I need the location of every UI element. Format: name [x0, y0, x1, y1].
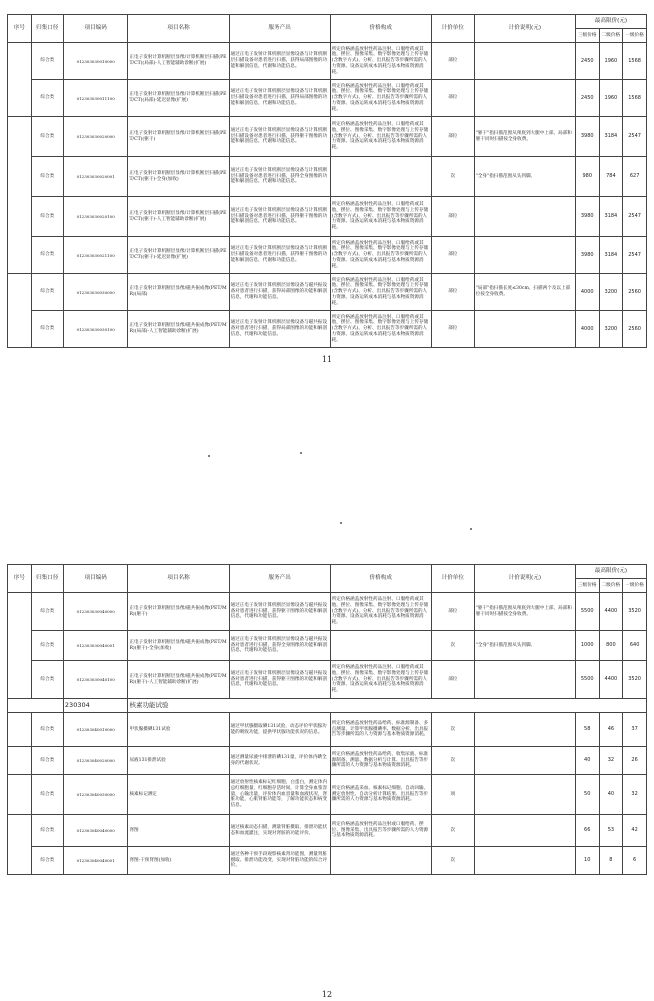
row-pricing: 所定价格涵盖放射性药品注射、口服给药或其他，摆位、图像采集、数字影像处理与上传存储(含数字方式)、分析、出具报告等步骤所需的人力资源、设备运转成本消耗与基本物质资源消耗。: [330, 43, 431, 80]
row-service: 通过正电子发射计算机断层显像设备与计算机断层扫描设备对患者进行扫描，获得局部图像的功能和解剖信息，代谢和功能信息。: [229, 80, 330, 117]
row-category: 综合类: [31, 661, 63, 699]
row-unit: 部位: [431, 237, 474, 274]
header-seq: 序号: [8, 15, 32, 43]
table-row: [8, 117, 647, 157]
row-seq: [8, 815, 32, 875]
row-price-level3: 3980: [575, 117, 599, 157]
row-code: 012303040010000: [63, 713, 128, 747]
table-row: [8, 274, 647, 311]
row-category: 综合类: [31, 80, 63, 117]
page-number: 12: [321, 990, 333, 999]
row-price-level1: 1568: [623, 43, 647, 80]
table-row: [8, 311, 647, 348]
row-pricing: 所定价格涵盖放射性药品注射、口服给药或其他，摆位、图像采集、数字影像处理与上传存储(含数字方式)、分析、出具报告等步骤所需的人力资源、设备运转成本消耗与基本物质资源消耗。: [330, 80, 431, 117]
row-category: 综合类: [31, 631, 63, 661]
row-price-level3: 50: [575, 775, 599, 815]
row-code: 012303030040001: [63, 631, 128, 661]
row-code: 012303030021100: [63, 237, 128, 274]
header-unit: 计价单位: [431, 15, 474, 43]
table-row: [8, 43, 647, 80]
row-service: 通过核素动态扫描，测量肾脏摄取、排泄功能状态和血流灌注，实现对肾脏的功能评价。: [229, 815, 330, 847]
row-price-level1: 2547: [623, 237, 647, 274]
header-level2: 二级价格: [599, 29, 623, 43]
row-note: [474, 775, 575, 815]
row-price-level2: 1960: [599, 43, 623, 80]
header-level1: 一级价格: [623, 579, 647, 593]
row-service: 通过正电子发射计算机断层显像设备与磁共振设备对患者进行扫描，获得局部图像的功能和解剖信息，代谢和功能信息。: [229, 311, 330, 348]
row-price-level2: 3184: [599, 117, 623, 157]
row-name: 正电子发射计算机断层显像/计算机断层扫描(PET/CT)(躯干)-人工智能辅助诊断(扩展): [128, 197, 229, 237]
table-row: [8, 713, 647, 747]
section-blank: [8, 699, 64, 713]
row-price-level3: 1000: [575, 631, 599, 661]
row-price-level3: 2450: [575, 43, 599, 80]
row-service: 通过放射性核素标记红细胞，白蛋白，测定体内总红细胞量，红细胞存活时间，计算全身血浆容量，心输出量，评价体内血容量和血液状况，肾脏功能，心肌肾脏功能等，了解功能状态和病变信息。: [229, 775, 330, 815]
row-unit: 部位: [431, 311, 474, 348]
row-note: [474, 815, 575, 847]
row-pricing: 所定价格涵盖放射性药品注射、口服给药或其他，摆位、图像采集、数字影像处理与上传存储(含数字方式)、分析、出具报告等步骤所需的人力资源、设备运转成本消耗与基本物质资源消耗。: [330, 237, 431, 274]
table-body-page-12: [8, 593, 647, 875]
row-price-level2: 4400: [599, 593, 623, 631]
scan-speck: [208, 455, 210, 457]
row-service: 通过正电子发射计算机断层显像设备与计算机断层扫描设备对患者进行扫描，获得躯干图像的功能和解剖信息，代谢和功能信息。: [229, 237, 330, 274]
row-seq: [8, 43, 32, 117]
row-service: 通过正电子发射计算机断层显像设备与计算机断层扫描设备对患者进行扫描，获得躯干图像的功能和解剖信息，代谢和功能信息。: [229, 117, 330, 157]
table-row: [8, 631, 647, 661]
table-row: [8, 661, 647, 699]
row-price-level1: 42: [623, 815, 647, 847]
row-price-level3: 10: [575, 847, 599, 875]
document-page-11: [0, 0, 654, 370]
row-code: 012303030020000: [63, 117, 128, 157]
row-category: 综合类: [31, 197, 63, 237]
row-category: 综合类: [31, 775, 63, 815]
row-code: 012303030020001: [63, 157, 128, 197]
row-price-level2: 4400: [599, 661, 623, 699]
row-code: 012303040020000: [63, 747, 128, 775]
row-note: [474, 661, 575, 699]
row-price-level2: 8: [599, 847, 623, 875]
page-number: 11: [321, 355, 333, 364]
row-price-level2: 46: [599, 713, 623, 747]
row-price-level3: 58: [575, 713, 599, 747]
row-seq: [8, 775, 32, 815]
row-price-level3: 3980: [575, 237, 599, 274]
row-name: 正电子发射计算机断层显像/磁共振成像(PET/MR)(躯干)-全身(加收): [128, 631, 229, 661]
row-price-level2: 784: [599, 157, 623, 197]
row-unit: 部位: [431, 117, 474, 157]
row-price-level2: 3184: [599, 237, 623, 274]
row-price-level1: 37: [623, 713, 647, 747]
row-pricing: 所定价格涵盖放射性药品给药、标准源制备、多点测量、计算甲状腺摄碘率、数据分析、出具报告等步骤所需的人力资源与基本物质资源消耗。: [330, 713, 431, 747]
header-maxprice: 最高限价(元): [575, 15, 646, 29]
header-pricing: 价格构成: [330, 565, 431, 593]
row-pricing: [330, 847, 431, 875]
price-table-page-12: [7, 564, 647, 875]
row-code: 012303030030100: [63, 311, 128, 348]
row-pricing: [330, 157, 431, 197]
header-category: 归集口径: [31, 15, 63, 43]
row-seq: [8, 117, 32, 274]
row-name: 正电子发射计算机断层显像/磁共振成像(PET/MR)(躯干): [128, 593, 229, 631]
table-row: [8, 747, 647, 775]
row-price-level1: 6: [623, 847, 647, 875]
row-category: 综合类: [31, 311, 63, 348]
row-note: [474, 237, 575, 274]
header-level3: 三级价格: [575, 29, 599, 43]
row-note: [474, 80, 575, 117]
row-note: "躯干"指扫描范围从颅底到大腿中上部，局部和躯干同时扫描按全身收费。: [474, 593, 575, 631]
row-unit: 部位: [431, 43, 474, 80]
row-unit: 次: [431, 815, 474, 847]
row-price-level1: 2547: [623, 197, 647, 237]
header-level1: 一级价格: [623, 29, 647, 43]
header-code: 项目编码: [63, 565, 128, 593]
row-service: 通过正电子发射计算机断层显像设备与磁共振设备对患者进行扫描，获得全身图像的功能和解剖信息，代谢和功能信息。: [229, 631, 330, 661]
scan-speck: [300, 452, 302, 454]
row-unit: 次: [431, 713, 474, 747]
row-name: 正电子发射计算机断层显像/磁共振成像(PET/MR)(躯干)-人工智能辅助诊断(扩展): [128, 661, 229, 699]
row-price-level2: 1960: [599, 80, 623, 117]
header-note: 计价说明(元): [474, 565, 575, 593]
row-category: 综合类: [31, 237, 63, 274]
row-code: 012303030040100: [63, 661, 128, 699]
row-price-level3: 5500: [575, 593, 599, 631]
row-note: [474, 847, 575, 875]
row-pricing: 所定价格涵盖放射性药品注射或口服给药、摆位、图像采集、出具报告等步骤所需的人力资源与基本物质资源消耗。: [330, 815, 431, 847]
row-seq: [8, 747, 32, 775]
row-unit: 次: [431, 847, 474, 875]
document-page-12: [0, 510, 654, 1001]
header-service: 服务产出: [229, 565, 330, 593]
header-service: 服务产出: [229, 15, 330, 43]
row-unit: 部位: [431, 593, 474, 631]
header-unit: 计价单位: [431, 565, 474, 593]
row-price-level2: 3200: [599, 274, 623, 311]
row-name: 正电子发射计算机断层显像/计算机断层扫描(PET/CT)(躯干)-全身(加收): [128, 157, 229, 197]
row-service: 通过测量尿液中排泄的碘131量，评价体内碘全身的代谢状况。: [229, 747, 330, 775]
row-unit: 项: [431, 775, 474, 815]
row-name: 正电子发射计算机断层显像/计算机断层扫描(PET/CT)(局部)-延迟显像(扩展): [128, 80, 229, 117]
table-row: [8, 80, 647, 117]
row-name: 正电子发射计算机断层显像/磁共振成像(PET/MR)(局部)-人工智能辅助诊断(扩展): [128, 311, 229, 348]
header-seq: 序号: [8, 565, 32, 593]
table-body-page-11: [8, 43, 647, 348]
row-code: 012303030030000: [63, 274, 128, 311]
row-pricing: 所定价格涵盖采血、核素标记细胞、自动回输、测定放射性、自动分析计算结果、出具报告等步骤所需的人力资源与基本物质资源消耗。: [330, 775, 431, 815]
header-category: 归集口径: [31, 565, 63, 593]
row-code: 012303030010000: [63, 43, 128, 80]
row-service: 通过各种干预手段观察核素肾功能图，测量肾脏摄取、排泄功能改变，实现对肾脏功能的综合评价。: [229, 847, 330, 875]
row-code: 012303030011100: [63, 80, 128, 117]
section-name: 核素功能试验: [128, 699, 647, 713]
row-category: 综合类: [31, 847, 63, 875]
row-pricing: 所定价格涵盖放射性药品注射、口服给药或其他，摆位、图像采集、数字影像处理与上传存储(含数字方式)、分析、出具报告等步骤所需的人力资源、设备运转成本消耗与基本物质资源消耗。: [330, 311, 431, 348]
row-name: 肾图: [128, 815, 229, 847]
row-name: 甲状腺摄碘131试验: [128, 713, 229, 747]
row-unit: 部位: [431, 197, 474, 237]
row-service: 通过正电子发射计算机断层显像设备与磁共振设备对患者进行扫描，获得躯干图像的功能和解剖信息，代谢和功能信息。: [229, 661, 330, 699]
row-price-level3: 40: [575, 747, 599, 775]
row-note: "躯干"指扫描范围从颅底到大腿中上部，局部和躯干同时扫描按全身收费。: [474, 117, 575, 157]
row-service: 通过正电子发射计算机断层显像设备与计算机断层扫描设备对患者进行扫描，获得全身图像的功能和解剖信息，代谢和功能信息。: [229, 157, 330, 197]
row-code: 012303040040000: [63, 815, 128, 847]
row-pricing: [330, 631, 431, 661]
header-note: 计价说明(元): [474, 15, 575, 43]
header-code: 项目编码: [63, 15, 128, 43]
row-note: "全身"指扫描范围从头到脚。: [474, 631, 575, 661]
row-unit: 部位: [431, 80, 474, 117]
row-note: [474, 747, 575, 775]
row-price-level1: 627: [623, 157, 647, 197]
row-service: 通过正电子发射计算机断层显像设备与计算机断层扫描设备对患者进行扫描，获得局部图像的功能和解剖信息，代谢和功能信息。: [229, 43, 330, 80]
row-service: 通过正电子发射计算机断层显像设备与磁共振设备对患者进行扫描，获得躯干图像的功能和解剖信息，代谢和功能信息。: [229, 593, 330, 631]
row-pricing: 所定价格涵盖放射性药品注射、口服给药或其他，摆位、图像采集、数字影像处理与上传存储(含数字方式)、分析、出具报告等步骤所需的人力资源、设备运转成本消耗与基本物质资源消耗。: [330, 661, 431, 699]
row-pricing: 所定价格涵盖放射性药品注射、口服给药或其他，摆位、图像采集、数字影像处理与上传存储(含数字方式)、分析、出具报告等步骤所需的人力资源、设备运转成本消耗与基本物质资源消耗。: [330, 274, 431, 311]
row-price-level1: 640: [623, 631, 647, 661]
row-price-level3: 3980: [575, 197, 599, 237]
row-category: 综合类: [31, 713, 63, 747]
row-seq: [8, 274, 32, 348]
table-row: [8, 775, 647, 815]
row-price-level2: 40: [599, 775, 623, 815]
row-category: 综合类: [31, 117, 63, 157]
row-name: 正电子发射计算机断层显像/计算机断层扫描(PET/CT)(躯干)-延迟显像(扩展): [128, 237, 229, 274]
row-service: 通过正电子发射计算机断层显像设备与磁共振设备对患者进行扫描，获得局部图像的功能和解剖信息，代谢和功能信息。: [229, 274, 330, 311]
row-unit: 次: [431, 747, 474, 775]
row-name: 正电子发射计算机断层显像/计算机断层扫描(PET/CT)(局部)-人工智能辅助诊断(扩展): [128, 43, 229, 80]
header-level2: 二级价格: [599, 579, 623, 593]
row-code: 012303040040001: [63, 847, 128, 875]
row-category: 综合类: [31, 157, 63, 197]
row-category: 综合类: [31, 43, 63, 80]
row-name: 肾图-干预肾图(加收): [128, 847, 229, 875]
row-unit: 次: [431, 631, 474, 661]
row-code: 012303040030000: [63, 775, 128, 815]
row-name: 正电子发射计算机断层显像/磁共振成像(PET/MR)(局部): [128, 274, 229, 311]
row-code: 012303030040000: [63, 593, 128, 631]
header-name: 项目名称: [128, 565, 229, 593]
header-maxprice: 最高限价(元): [575, 565, 646, 579]
row-note: [474, 713, 575, 747]
row-note: [474, 197, 575, 237]
row-price-level2: 53: [599, 815, 623, 847]
row-unit: 部位: [431, 274, 474, 311]
row-name: 核素标记测定: [128, 775, 229, 815]
row-pricing: 所定价格涵盖放射性药品注射、口服给药或其他，摆位、图像采集、数字影像处理与上传存储(含数字方式)、分析、出具报告等步骤所需的人力资源、设备运转成本消耗与基本物质资源消耗。: [330, 593, 431, 631]
table-row: [8, 157, 647, 197]
row-pricing: 所定价格涵盖放射性药品给药、收集尿液、标准源制备、测量、数据分析与计算、出具报告等步骤所需的人力资源与基本物质资源消耗。: [330, 747, 431, 775]
row-note: "局部"指扫描长度≤30cm，扫描两个及以上部位按全身收费。: [474, 274, 575, 311]
row-price-level1: 1568: [623, 80, 647, 117]
row-price-level2: 3200: [599, 311, 623, 348]
row-category: 综合类: [31, 747, 63, 775]
section-code: 230304: [63, 699, 128, 713]
row-unit: 次: [431, 157, 474, 197]
section-row: [8, 699, 647, 713]
table-row: [8, 237, 647, 274]
row-price-level3: 2450: [575, 80, 599, 117]
row-price-level2: 800: [599, 631, 623, 661]
header-name: 项目名称: [128, 15, 229, 43]
row-price-level3: 4000: [575, 274, 599, 311]
row-price-level3: 66: [575, 815, 599, 847]
row-price-level1: 2560: [623, 311, 647, 348]
header-pricing: 价格构成: [330, 15, 431, 43]
row-code: 012303030020100: [63, 197, 128, 237]
row-price-level1: 3520: [623, 593, 647, 631]
row-seq: [8, 593, 32, 699]
row-name: 正电子发射计算机断层显像/计算机断层扫描(PET/CT)(躯干): [128, 117, 229, 157]
row-price-level2: 3184: [599, 197, 623, 237]
row-price-level3: 5500: [575, 661, 599, 699]
row-price-level3: 980: [575, 157, 599, 197]
row-pricing: 所定价格涵盖放射性药品注射、口服给药或其他，摆位、图像采集、数字影像处理与上传存储(含数字方式)、分析、出具报告等步骤所需的人力资源、设备运转成本消耗与基本物质资源消耗。: [330, 197, 431, 237]
price-table-page-11: [7, 14, 647, 348]
table-row: [8, 847, 647, 875]
row-price-level1: 2547: [623, 117, 647, 157]
row-service: 通过甲状腺摄取碘131试验，动态评价甲状腺功能的吸收功能，提供甲状腺功能状况的信息。: [229, 713, 330, 747]
row-seq: [8, 713, 32, 747]
row-category: 综合类: [31, 593, 63, 631]
row-pricing: 所定价格涵盖放射性药品注射、口服给药或其他，摆位、图像采集、数字影像处理与上传存储(含数字方式)、分析、出具报告等步骤所需的人力资源、设备运转成本消耗与基本物质资源消耗。: [330, 117, 431, 157]
row-unit: 部位: [431, 661, 474, 699]
table-row: [8, 815, 647, 847]
row-price-level2: 32: [599, 747, 623, 775]
row-category: 综合类: [31, 815, 63, 847]
row-name: 尿液131排泄试验: [128, 747, 229, 775]
row-price-level1: 2560: [623, 274, 647, 311]
row-price-level3: 4000: [575, 311, 599, 348]
table-row: [8, 593, 647, 631]
header-level3: 三级价格: [575, 579, 599, 593]
row-category: 综合类: [31, 274, 63, 311]
row-note: [474, 43, 575, 80]
row-note: "全身"指扫描范围从头到脚。: [474, 157, 575, 197]
row-service: 通过正电子发射计算机断层显像设备与计算机断层扫描设备对患者进行扫描，获得躯干图像的功能和解剖信息，代谢和功能信息。: [229, 197, 330, 237]
row-note: [474, 311, 575, 348]
row-price-level1: 3520: [623, 661, 647, 699]
table-row: [8, 197, 647, 237]
row-price-level1: 32: [623, 775, 647, 815]
row-price-level1: 26: [623, 747, 647, 775]
